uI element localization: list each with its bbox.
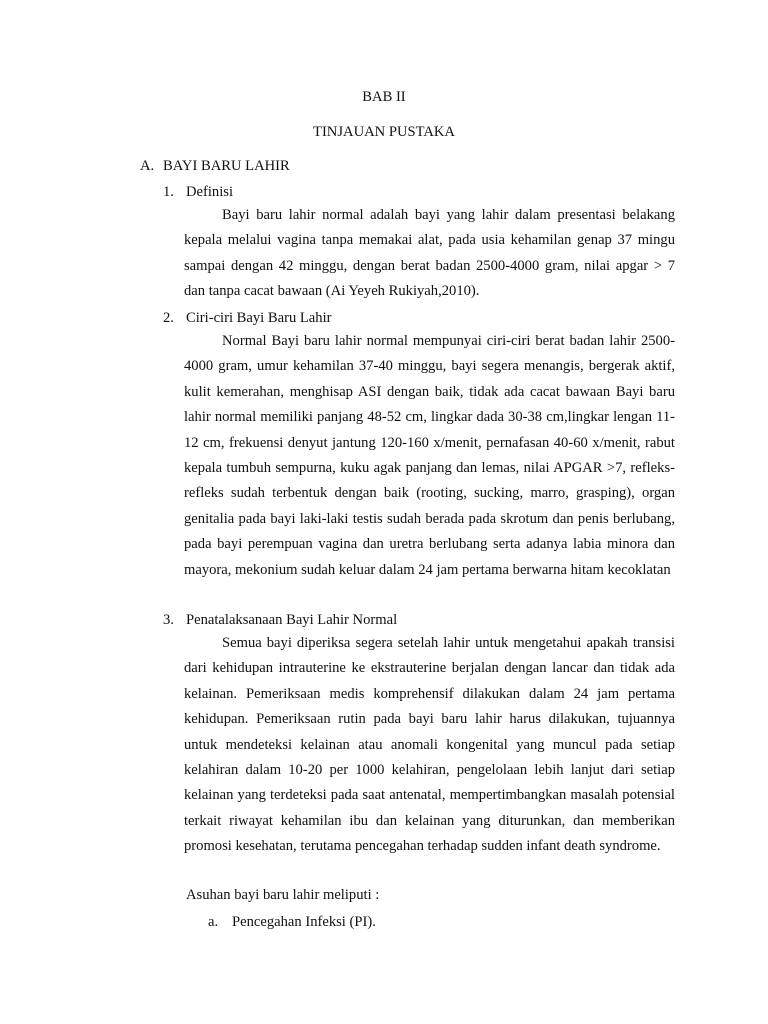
item-number: 2. — [163, 310, 174, 326]
paragraph-text: Bayi baru lahir normal adalah bayi yang lahir dalam presentasi belakang kepala melalui vagina tanpa memakai alat, pada usia kehamilan genap 37 mingu sampai dengan 42 minggu, dengan berat badan 2500-4000 gram, nilai apgar > 7 dan tanpa cacat bawaan (Ai Yeyeh Rukiyah,2010). — [184, 207, 675, 300]
section-marker: A. — [140, 158, 155, 174]
item-title: Penatalaksanaan Bayi Lahir Normal — [186, 612, 398, 628]
care-note: Asuhan bayi baru lahir meliputi : — [186, 887, 380, 903]
paragraph-text: Normal Bayi baru lahir normal mempunyai ciri-ciri berat badan lahir 2500-4000 gram, umur kehamilan 37-40 minggu, bayi segera menangis, bergerak aktif, kulit kemerahan, menghisap ASI dengan baik, tidak ada cacat bawaan Bayi baru lahir normal memiliki panjang 48-52 cm, lingkar dada 30-38 cm,lingkar lengan 11-12 cm, frekuensi denyut jantung 120-160 x/menit, pernafasan 40-60 x/menit, rabut kepala tumbuh sempurna, kuku agak panjang dan lemas, nilai APGAR >7, refleks-refleks sudah terbentuk dengan baik (rooting, sucking, marro, grasping), organ genitalia pada bayi laki-laki testis sudah berada pada skrotum dan penis berlubang, pada bayi perempuan vagina dan uretra berlubang serta adanya labia minora dan mayora, mekonium sudah keluar dalam 24 jam pertama berwarna hitam kecoklatan — [184, 333, 675, 578]
item-title: Definisi — [186, 184, 234, 200]
chapter-heading: BAB II — [362, 89, 406, 105]
section-title: BAYI BARU LAHIR — [163, 158, 290, 174]
sub-item-text: Pencegahan Infeksi (PI). — [232, 914, 376, 930]
item-paragraph — [184, 329, 675, 583]
paragraph-text: Semua bayi diperiksa segera setelah lahir untuk mengetahui apakah transisi dari kehidupan intrauterine ke ekstrauterine berjalan dengan lancar dan tidak ada kelainan. Pemeriksaan medis komprehensif dilakukan dalam 24 jam pertama kehidupan. Pemeriksaan rutin pada bayi baru lahir harus dilakukan, tujuannya untuk mendeteksi kelainan atau anomali kongenital yang muncul pada setiap kelahiran dalam 10-20 per 1000 kelahiran, pengelolaan lebih lanjut dari setiap kelainan yang terdeteksi pada saat antenatal, mempertimbangkan masalah potensial terkait riwayat kehamilan ibu dan kelainan yang diturunkan, dan memberikan promosi kesehatan, terutama pencegahan terhadap sudden infant death syndrome. — [184, 635, 675, 855]
item-number: 1. — [163, 184, 174, 200]
item-title: Ciri-ciri Bayi Baru Lahir — [186, 310, 332, 326]
item-number: 3. — [163, 612, 174, 628]
sub-item-marker: a. — [208, 914, 219, 930]
item-paragraph — [184, 631, 675, 860]
item-paragraph — [184, 203, 675, 305]
chapter-title: TINJAUAN PUSTAKA — [313, 124, 455, 140]
